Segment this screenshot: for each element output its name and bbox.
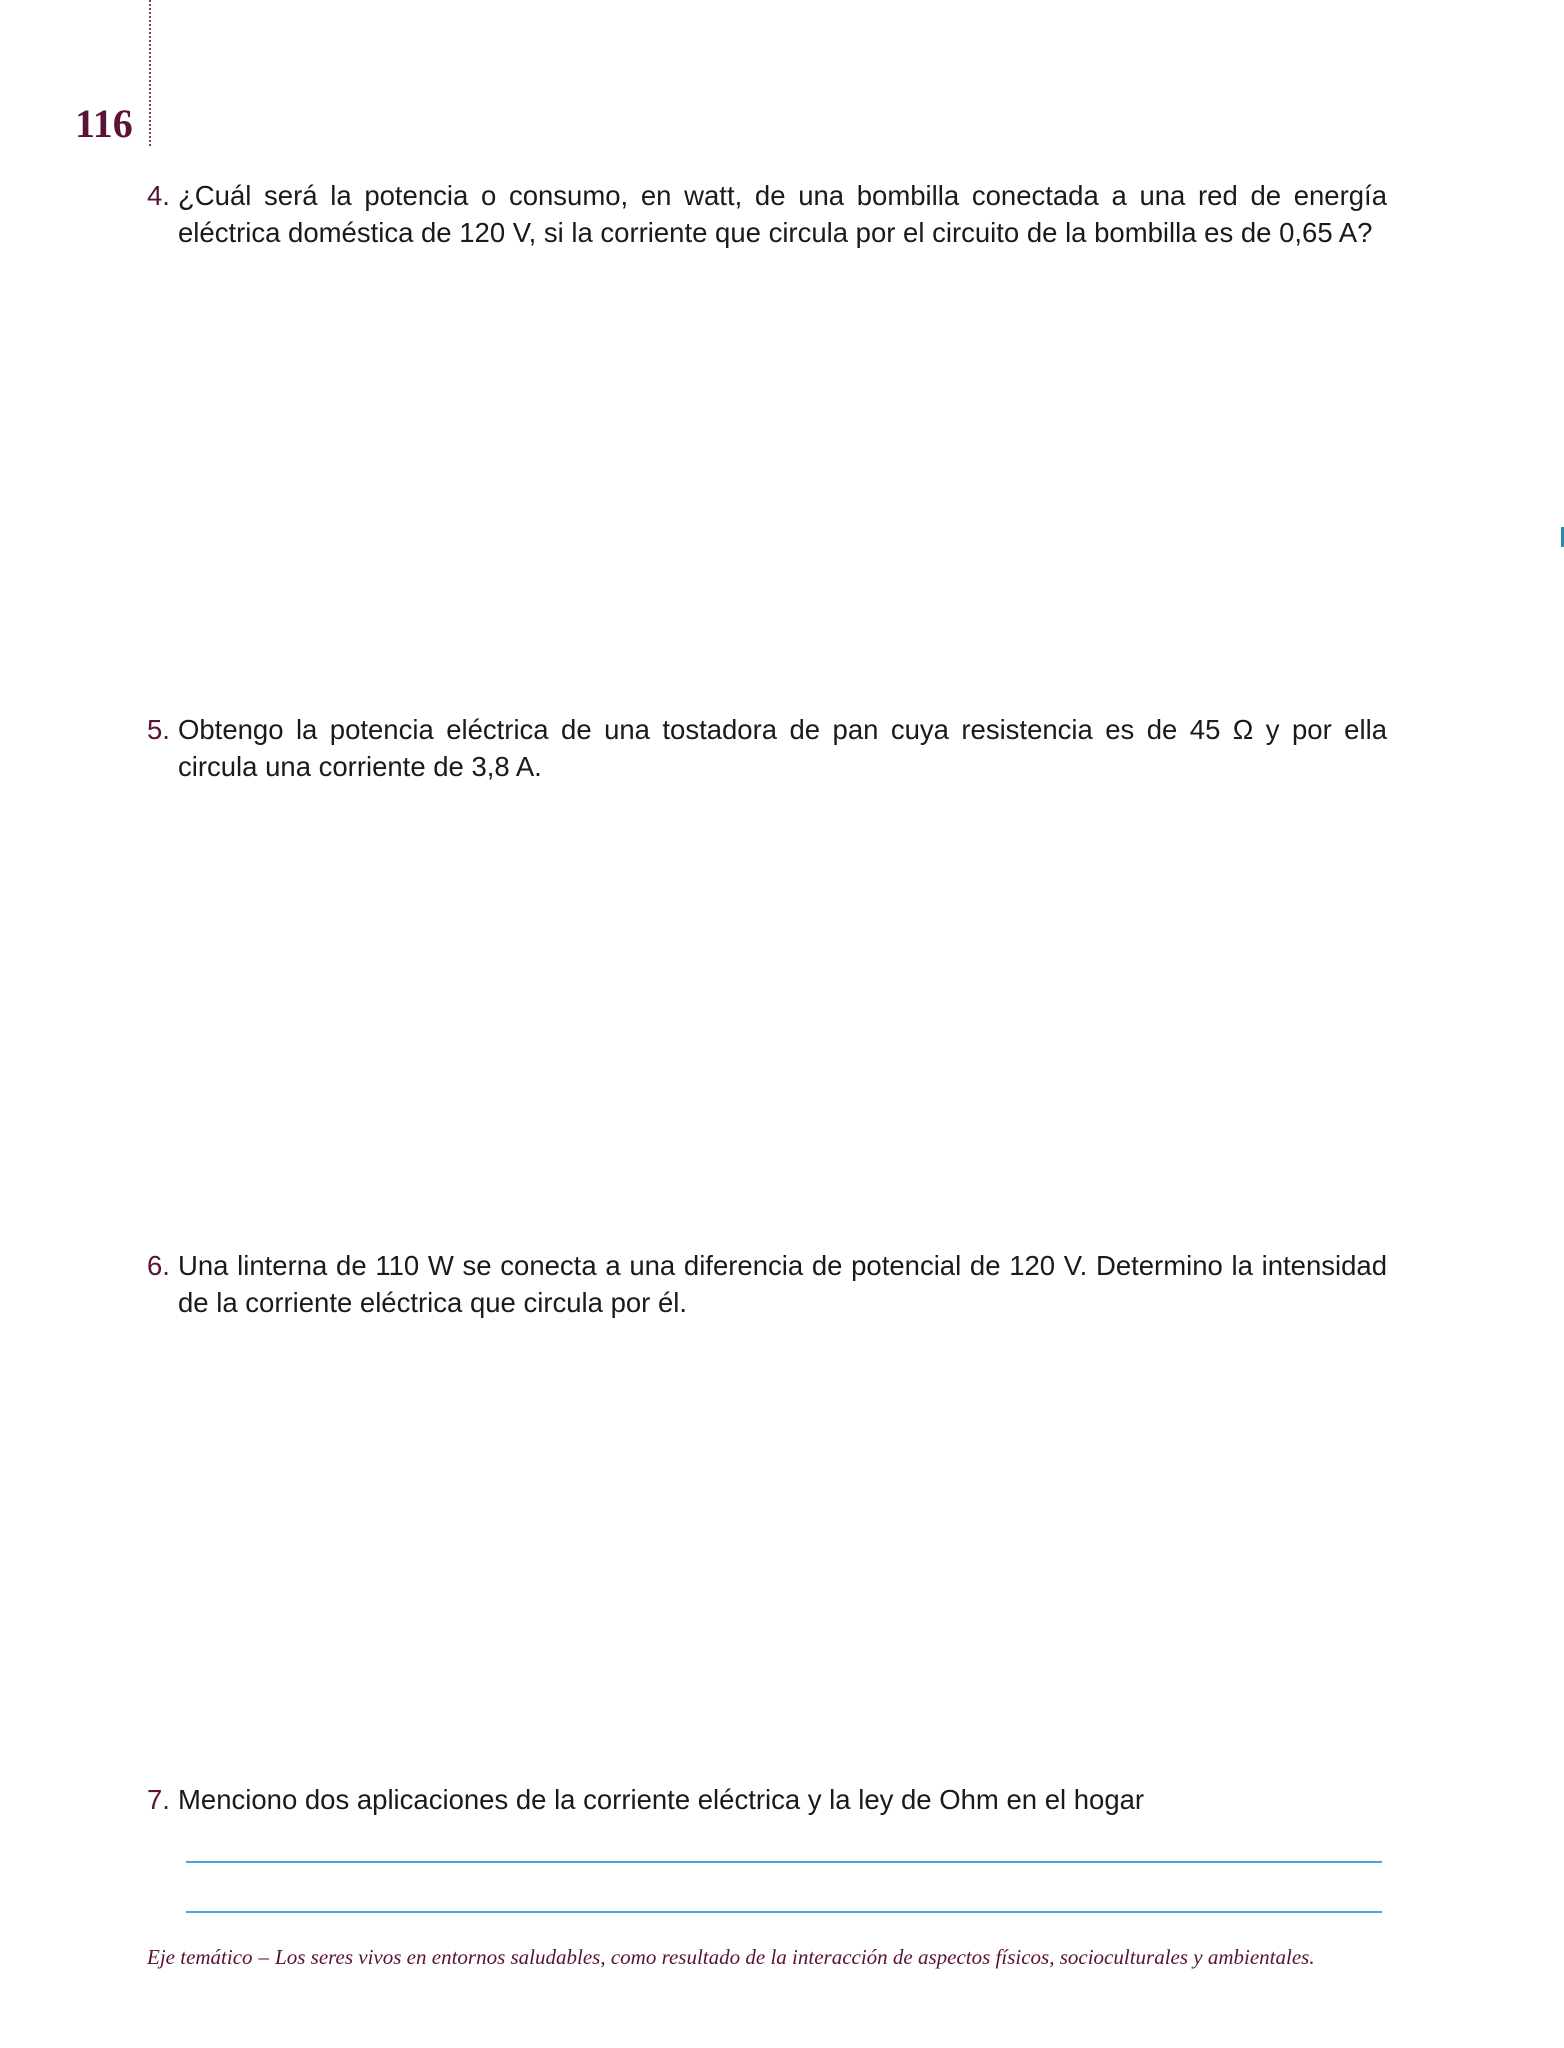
question-4 [147, 177, 1387, 251]
question-6 [147, 1247, 1387, 1321]
question-number: 5. [147, 714, 170, 745]
question-7 [147, 1781, 1387, 1818]
margin-dotted-rule [149, 0, 151, 146]
question-text: ¿Cuál será la potencia o consumo, en watt, de una bombilla conectada a una red de energía eléctrica doméstica de 120 V, si la corriente que circula por el circuito de la bombilla es de 0,65 A? [178, 180, 1387, 248]
footer-label: Eje temático [147, 1945, 253, 1969]
answer-line[interactable] [186, 1911, 1382, 1913]
footer-text: Los seres vivos en entornos saludables, como resultado de la interacción de aspectos físicos, socioculturales y ambientales. [275, 1945, 1315, 1969]
question-text: Menciono dos aplicaciones de la corriente eléctrica y la ley de Ohm en el hogar [178, 1784, 1145, 1815]
question-number: 7. [147, 1784, 170, 1815]
question-text: Una linterna de 110 W se conecta a una diferencia de potencial de 120 V. Determino la intensidad de la corriente eléctrica que circula por él. [178, 1250, 1387, 1318]
question-5 [147, 711, 1387, 785]
question-number: 4. [147, 180, 170, 211]
question-number: 6. [147, 1250, 170, 1281]
page-number: 116 [75, 101, 133, 146]
question-text: Obtengo la potencia eléctrica de una tostadora de pan cuya resistencia es de 45 Ω y por ella circula una corriente de 3,8 A. [178, 714, 1387, 782]
footer-thematic-axis [147, 1945, 1315, 1970]
answer-line[interactable] [186, 1861, 1382, 1863]
footer-separator: – [258, 1945, 270, 1969]
